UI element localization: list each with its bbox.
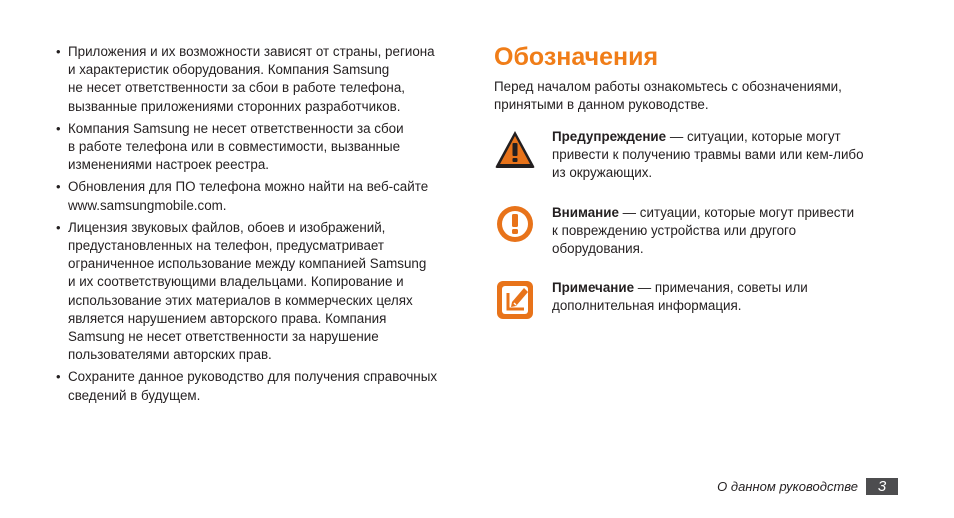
list-item-line: и их соответствующими владельцами. Копирование и bbox=[68, 274, 404, 290]
list-item-line: сведений в будущем. bbox=[68, 387, 201, 403]
list-item-line: является нарушением авторского права. Компания bbox=[68, 310, 387, 326]
caution-text-line: оборудования. bbox=[552, 241, 644, 257]
bullet-icon: • bbox=[56, 369, 61, 385]
list-item-line: не несет ответственности за сбои в работе телефона, bbox=[68, 80, 405, 96]
warning-text-line: из окружающих. bbox=[552, 165, 653, 181]
right-column bbox=[494, 40, 894, 314]
list-item bbox=[56, 43, 464, 116]
list-item bbox=[56, 120, 464, 175]
website-link[interactable]: www.samsungmobile.com. bbox=[68, 197, 227, 213]
page-footer bbox=[717, 478, 898, 495]
list-item-line: Компания Samsung не несет ответственности за сбои bbox=[68, 120, 404, 136]
note-description bbox=[552, 279, 808, 315]
bullet-list bbox=[56, 43, 464, 405]
list-item bbox=[56, 178, 464, 214]
bullet-icon: • bbox=[56, 179, 61, 195]
list-item-line: вызванные приложениями сторонних разработчиков. bbox=[68, 98, 401, 114]
list-item-line: предустановленных на телефон, предусматривает bbox=[68, 238, 385, 254]
caution-description bbox=[552, 204, 854, 259]
caution-text-line: к повреждению устройства или другого bbox=[552, 223, 797, 239]
list-item-line: пользователями авторских прав. bbox=[68, 347, 272, 363]
intro-line: Перед началом работы ознакомьтесь с обозначениями, bbox=[494, 79, 842, 94]
list-item-line: изменениями настроек реестра. bbox=[68, 157, 270, 173]
list-item-line: использование этих материалов в коммерческих целях bbox=[68, 292, 413, 308]
caution-text: — ситуации, которые могут привести bbox=[618, 205, 855, 220]
list-item-line: Лицензия звуковых файлов, обоев и изображений, bbox=[68, 219, 386, 235]
list-item-line: в работе телефона или в совместимости, вызванные bbox=[68, 139, 401, 155]
left-column bbox=[56, 43, 464, 409]
note-text: — примечания, советы или bbox=[634, 280, 808, 295]
bullet-icon: • bbox=[56, 120, 61, 136]
list-item bbox=[56, 219, 464, 365]
list-item-line: ограниченное использование между компанией Samsung bbox=[68, 256, 427, 272]
bullet-icon: • bbox=[56, 44, 61, 59]
warning-triangle-icon bbox=[494, 128, 536, 172]
list-item-line: Приложения и их возможности зависят от страны, региона bbox=[68, 44, 435, 59]
list-item bbox=[56, 368, 464, 404]
bullet-icon: • bbox=[56, 219, 61, 235]
list-item-line: и характеристик оборудования. Компания Samsung bbox=[68, 62, 390, 78]
note-text-line: дополнительная информация. bbox=[552, 298, 742, 314]
caution-circle-icon bbox=[494, 204, 536, 248]
section-title: Обозначения bbox=[494, 43, 659, 71]
warning-description bbox=[552, 128, 864, 183]
warning-term: Предупреждение bbox=[552, 129, 667, 144]
note-pencil-icon bbox=[494, 279, 536, 323]
page-number-badge: 3 bbox=[866, 478, 898, 495]
section-intro bbox=[494, 78, 894, 114]
caution-term: Внимание bbox=[552, 205, 619, 220]
footer-section-title: О данном руководстве bbox=[717, 479, 858, 494]
warning-text-line: привести к получению травмы вами или кем-либо bbox=[552, 147, 864, 163]
list-item-line: Обновления для ПО телефона можно найти на веб-сайте bbox=[68, 179, 429, 195]
warning-text: — ситуации, которые могут bbox=[666, 129, 841, 144]
list-item-line: Сохраните данное руководство для получения справочных bbox=[68, 369, 438, 385]
list-item-line: Samsung не несет ответственности за нарушение bbox=[68, 329, 379, 345]
note-term: Примечание bbox=[552, 280, 635, 295]
intro-line: принятыми в данном руководстве. bbox=[494, 97, 709, 113]
